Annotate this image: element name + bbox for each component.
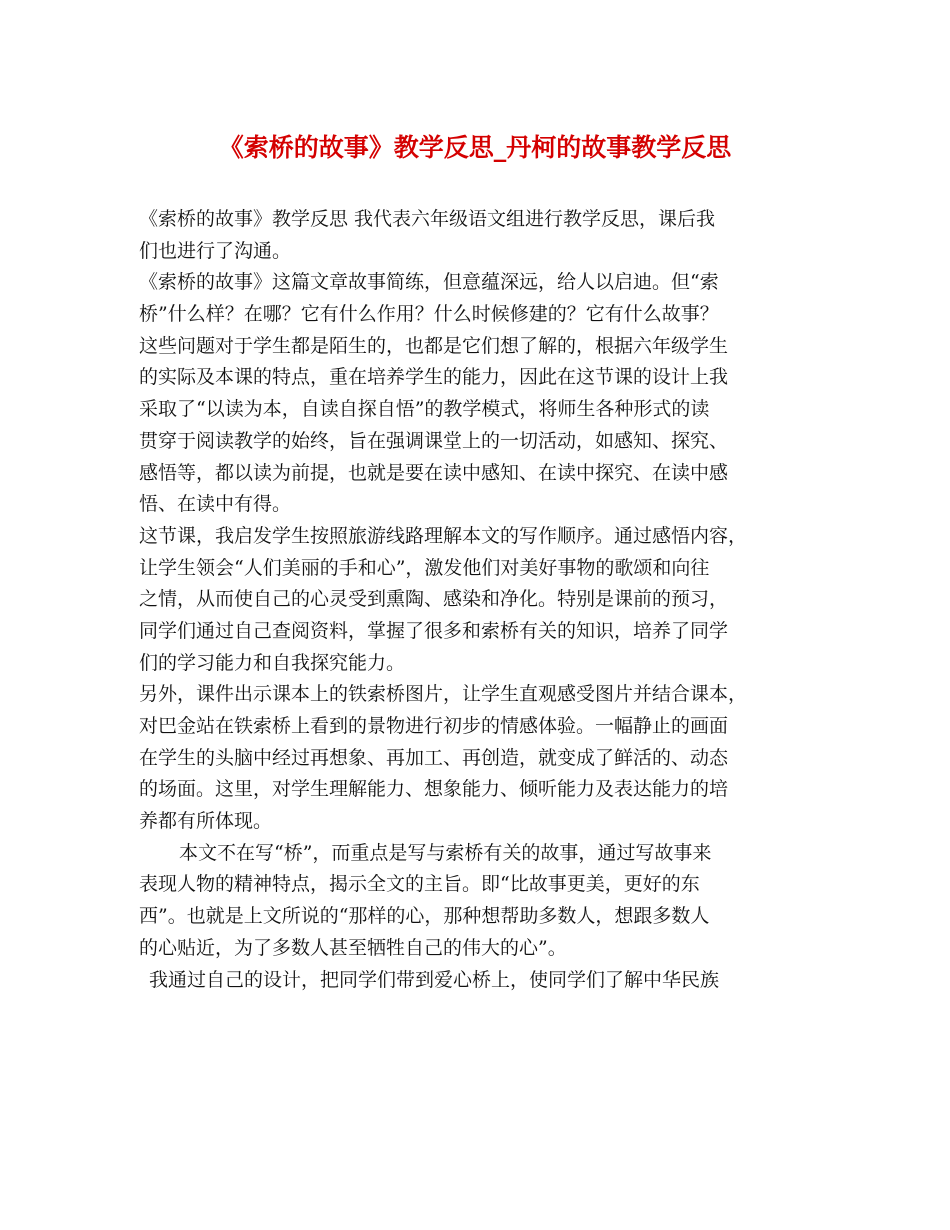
body-line: 另外，课件出示课本上的铁索桥图片，让学生直观感受图片并结合课本， [139, 683, 748, 706]
body-line: 对巴金站在铁索桥上看到的景物进行初步的情感体验。一幅静止的画面 [139, 715, 729, 737]
body-line: 感悟等，都以读为前提，也就是要在读中感知、在读中探究、在读中感 [139, 461, 729, 484]
body-line: 的场面。这里，对学生理解能力、想象能力、倾听能力及表达能力的培 [139, 778, 729, 801]
body-line: 这些问题对于学生都是陌生的，也都是它们想了解的，根据六年级学生 [139, 334, 729, 357]
body-line: 的实际及本课的特点，重在培养学生的能力，因此在这节课的设计上我 [139, 366, 729, 389]
body-line: 桥”什么样？在哪？它有什么作用？什么时候修建的？它有什么故事？ [139, 303, 719, 326]
body-line: 《索桥的故事》教学反思 我代表六年级语文组进行教学反思，课后我 [139, 208, 716, 230]
body-line: 本文不在写“桥”，而重点是写与索桥有关的故事，通过写故事来 [179, 841, 712, 864]
body-line: 们的学习能力和自我探究能力。 [139, 651, 406, 674]
body-line: 西”。也就是上文所说的“那样的心，那种想帮助多数人，想跟多数人 [139, 905, 710, 928]
body-line: 在学生的头脑中经过再想象、再加工、再创造，就变成了鲜活的、动态 [139, 746, 729, 769]
body-line: 《索桥的故事》这篇文章故事简练，但意蕴深远，给人以启迪。但“索 [139, 271, 719, 294]
body-line: 表现人物的精神特点，揭示全文的主旨。即“比故事更美，更好的东 [139, 873, 700, 896]
body-line: 这节课，我启发学生按照旅游线路理解本文的写作顺序。通过感悟内容， [139, 524, 748, 547]
body-line: 让学生领会“人们美丽的手和心”，激发他们对美好事物的歌颂和向往 [139, 556, 710, 579]
document-title: 《索桥的故事》教学反思_丹柯的故事教学反思 [218, 133, 732, 162]
body-line: 贯穿于阅读教学的始终，旨在强调课堂上的一切活动，如感知、探究、 [139, 429, 729, 452]
body-line: 们也进行了沟通。 [139, 239, 292, 262]
body-line: 我通过自己的设计，把同学们带到爱心桥上，使同学们了解中华民族 [149, 968, 720, 991]
body-line: 同学们通过自己查阅资料，掌握了很多和索桥有关的知识，培养了同学 [139, 619, 729, 642]
body-line: 养都有所体现。 [139, 810, 273, 833]
body-line: 采取了“以读为本，自读自探自悟”的教学模式，将师生各种形式的读 [139, 398, 710, 421]
body-line: 之情，从而使自己的心灵受到熏陶、感染和净化。特别是课前的预习， [139, 588, 729, 611]
document-body [139, 204, 819, 996]
body-line: 的心贴近，为了多数人甚至牺牲自己的伟大的心”。 [139, 936, 567, 959]
body-line: 悟、在读中有得。 [139, 493, 292, 516]
